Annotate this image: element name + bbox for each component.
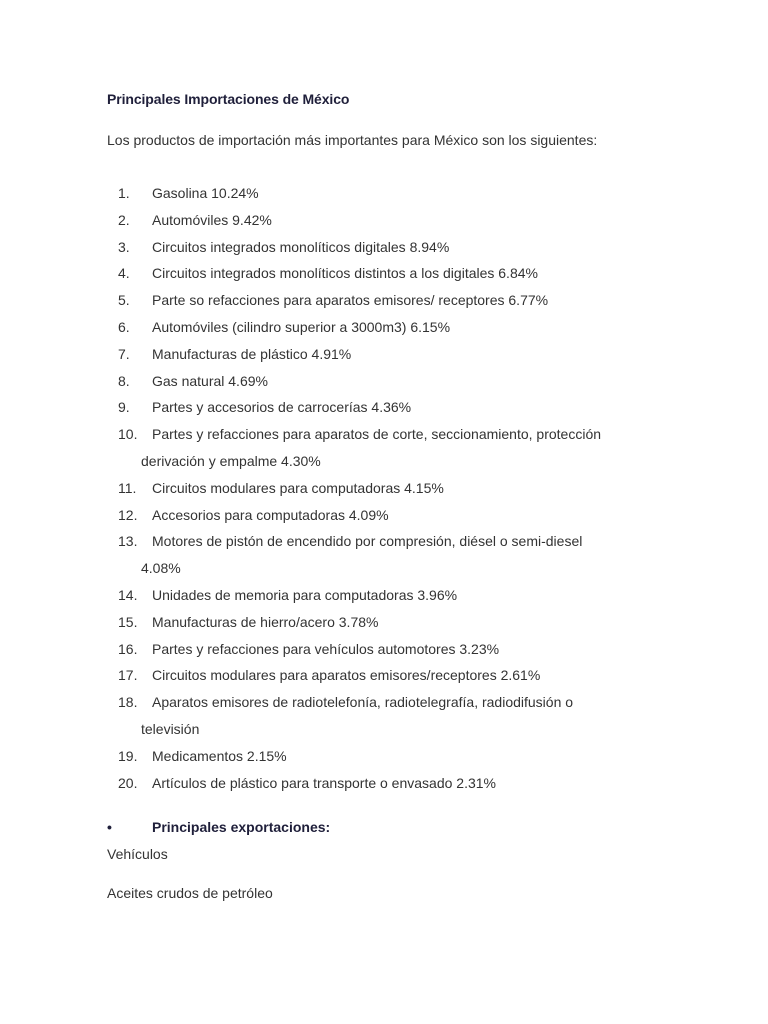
import-item-number [118,287,152,314]
import-item-number [118,609,152,636]
import-item-text: Unidades de memoria para computadoras 3.96% [152,586,458,603]
import-item [0,502,768,529]
exports-heading [107,819,330,835]
import-item-number-text: 20. [118,774,138,791]
import-item-text: Motores de pistón de encendido por compresión, diésel o semi-diesel [152,533,583,550]
import-item-number-text: 1. [118,185,130,201]
import-item [0,582,768,609]
import-item-text: Manufacturas de plástico 4.91% [152,345,352,362]
import-item-text: Accesorios para computadoras 4.09% [152,506,389,523]
export-item: Aceites crudos de petróleo [107,885,273,901]
import-item [0,770,768,797]
import-item-text: Circuitos integrados monolíticos digitales 8.94% [152,238,450,255]
import-item-number-text: 11. [118,479,137,496]
import-item-number-text: 4. [118,265,130,282]
import-item-number [118,180,152,207]
import-item [0,743,768,770]
import-item-number [118,582,152,609]
import-item [0,287,768,314]
import-item-text: Partes y refacciones para vehículos automotores 3.23% [152,640,500,657]
import-item [0,260,768,287]
import-item [0,475,768,502]
import-item-number-text: 12. [118,506,138,523]
import-item [0,234,768,261]
import-item-continuation-text: derivación y empalme 4.30% [141,452,321,469]
bullet-icon: • [107,819,112,835]
import-item-continuation [0,555,768,582]
import-item-text: Gas natural 4.69% [152,372,268,389]
import-item-number-text: 19. [118,747,138,764]
import-item-number [118,662,152,689]
import-item-number-text: 18. [118,694,138,711]
import-item [0,609,768,636]
import-item-number [118,260,152,287]
import-item-number-text: 5. [118,292,130,309]
import-item-text: Aparatos emisores de radiotelefonía, radiotelegrafía, radiodifusión o [152,694,574,711]
import-item-number-text: 16. [118,640,138,657]
import-item-number [118,207,152,234]
intro-paragraph: Los productos de importación más importantes para México son los siguientes: [107,132,598,148]
import-item-number [118,502,152,529]
import-item-text: Parte so refacciones para aparatos emisores/ receptores 6.77% [152,292,549,309]
import-item-text: Gasolina 10.24% [152,185,259,201]
import-item-number-text: 9. [118,399,130,416]
import-item [0,341,768,368]
import-item-number-text: 7. [118,345,130,362]
import-item [0,528,768,555]
import-item-number [118,770,152,797]
import-item-number [118,394,152,421]
import-item-number [118,475,152,502]
import-item-number-text: 2. [118,211,130,228]
import-item-number [118,341,152,368]
import-item-continuation [0,716,768,743]
import-item [0,180,768,207]
import-item-number-text: 6. [118,318,130,335]
import-item-text: Artículos de plástico para transporte o envasado 2.31% [152,774,496,791]
import-item [0,421,768,448]
document-title: Principales Importaciones de México [107,91,350,107]
import-item-number-text: 3. [118,238,130,255]
import-item-number-text: 10. [118,426,138,443]
import-item-number-text: 17. [118,667,138,684]
import-item-number [118,636,152,663]
import-item [0,368,768,395]
import-item-text: Automóviles (cilindro superior a 3000m3) 6.15% [152,318,451,335]
import-item [0,394,768,421]
import-item-continuation-text: 4.08% [141,560,181,577]
import-item [0,636,768,663]
import-item-number-text: 14. [118,586,138,603]
import-item-text: Circuitos integrados monolíticos distintos a los digitales 6.84% [152,265,538,282]
import-item-number [118,421,152,448]
import-item-number [118,689,152,716]
import-item-number-text: 8. [118,372,130,389]
import-item-text: Automóviles 9.42% [152,211,272,228]
import-item-number [118,234,152,261]
import-item-continuation [0,448,768,475]
import-item-number [118,368,152,395]
import-item [0,662,768,689]
import-item [0,314,768,341]
import-item-text: Circuitos modulares para aparatos emisores/receptores 2.61% [152,667,541,684]
import-item-text: Partes y refacciones para aparatos de corte, seccionamiento, protección [152,426,602,443]
imports-list [0,180,768,796]
import-item-text: Manufacturas de hierro/acero 3.78% [152,613,379,630]
import-item-number-text: 13. [118,533,138,550]
import-item-number [118,314,152,341]
import-item [0,689,768,716]
import-item-number-text: 15. [118,613,138,630]
import-item [0,207,768,234]
import-item-number [118,743,152,770]
export-item: Vehículos [107,846,168,862]
import-item-text: Partes y accesorios de carrocerías 4.36% [152,399,412,416]
import-item-continuation-text: televisión [141,720,200,737]
import-item-number [118,528,152,555]
exports-heading-text: Principales exportaciones: [152,819,331,835]
import-item-text: Circuitos modulares para computadoras 4.15% [152,479,444,496]
import-item-text: Medicamentos 2.15% [152,747,287,764]
